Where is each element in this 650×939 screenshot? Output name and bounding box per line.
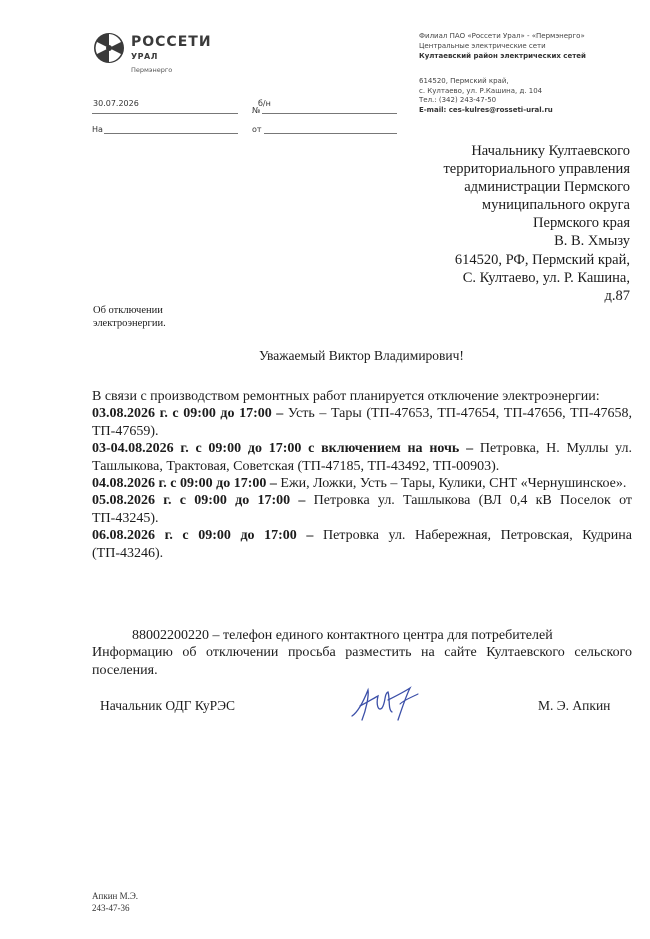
org-block [419,31,586,61]
reg-on-label: На [92,125,103,134]
outage-item [92,405,632,440]
reg-date: 30.07.2026 [93,99,139,108]
email-value: ces-kulres@rosseti-ural.ru [448,105,553,114]
addressee-line: территориального управления [443,161,630,178]
org-line-3: Култаевский район электрических сетей [419,52,586,60]
subject-line-2: электроэнергии. [93,318,166,329]
logo-branch: Пермэнерго [131,66,173,74]
outage-where: Усть – Тары (ТП-47653, ТП-47654, ТП-47656, ТП-47658, ТП-47659). [92,406,632,439]
signatory-position: Начальник ОДГ КуРЭС [100,698,236,713]
executor-phone: 243-47-36 [92,903,130,913]
addr-line-2: с. Култаево, ул. Р.Кашина, д. 104 [419,86,543,95]
addressee-line: С. Култаево, ул. Р. Кашина, [462,269,630,286]
greeting: Уважаемый Виктор Владимирович! [259,348,464,363]
reg-on-line [104,133,238,134]
outage-item [92,527,632,562]
addressee-line: В. В. Хмызу [554,233,630,250]
reg-number-line [262,113,397,114]
contact-block [92,627,632,679]
outage-when: 06.08.2026 г. с 09:00 до 17:00 – [92,528,314,544]
addressee-block [370,142,630,305]
outage-when: 03.08.2026 г. с 09:00 до 17:00 – [92,406,284,422]
outage-item [92,440,632,475]
subject-line-1: Об отключении [93,305,163,316]
org-line-2: Центральные электрические сети [419,42,546,50]
signatory-name: М. Э. Апкин [538,698,611,713]
addressee-line: 614520, РФ, Пермский край, [454,251,630,268]
address-block [419,77,553,115]
reg-from-line [264,133,397,134]
rosseti-logo-icon [93,32,125,64]
reg-number-sign: № [252,106,261,115]
addressee-line: администрации Пермского [464,179,630,196]
outage-item [92,475,632,492]
addr-phone: Тел.: (342) 243-47-50 [419,96,497,104]
reg-from-label: от [252,125,262,134]
outage-when: 05.08.2026 г. с 09:00 до 17:00 – [92,493,306,509]
addr-line-1: 614520, Пермский край, [419,77,509,85]
letter-body [92,388,632,562]
addr-email [419,106,553,116]
outage-where: Петровка ул. Набережная, Петровская, Кудрина (ТП-43246). [92,528,632,561]
executor-name: Апкин М.Э. [92,891,139,901]
outage-where: Петровка, Н. Муллы ул. Ташлыкова, Трактовая, Советская (ТП-47185, ТП-43492, ТП-00903). [92,441,633,474]
reg-date-line [92,113,238,114]
outage-where: Ежи, Ложки, Усть – Тары, Кулики, СНТ «Чернушинское». [276,476,627,492]
org-line-1: Филиал ПАО «Россети Урал» - «Пермэнерго» [419,32,585,40]
logo-sub: УРАЛ [131,52,158,61]
company-logo [93,30,213,80]
letter-subject [93,304,166,330]
logo-brand: РОССЕТИ [131,34,212,50]
contact-phone-line: 88002200220 – телефон единого контактного центра для потребителей [132,628,553,643]
outage-item [92,492,632,527]
addressee-line: Пермского края [533,215,630,232]
addressee-line: муниципального округа [481,197,630,214]
outage-when: 03-04.08.2026 г. с 09:00 до 17:00 с включением на ночь – [92,441,474,457]
outage-where: Петровка ул. Ташлыкова (ВЛ 0,4 кВ Поселок от ТП-43245). [92,493,632,526]
handwritten-signature [348,682,426,724]
addressee-line: д.87 [604,287,630,304]
reg-number-label: б/н [258,99,271,108]
outage-when: 04.08.2026 г. с 09:00 до 17:00 – [92,476,277,492]
addressee-line: Начальнику Култаевского [471,143,630,159]
contact-request: Информацию об отключении просьба разместить на сайте Култаевского сельского поселения. [92,645,632,678]
email-label: E-mail: [419,105,447,114]
executor-block [92,890,138,914]
intro-paragraph: В связи с производством ремонтных работ планируется отключение электроэнергии: [92,389,600,404]
